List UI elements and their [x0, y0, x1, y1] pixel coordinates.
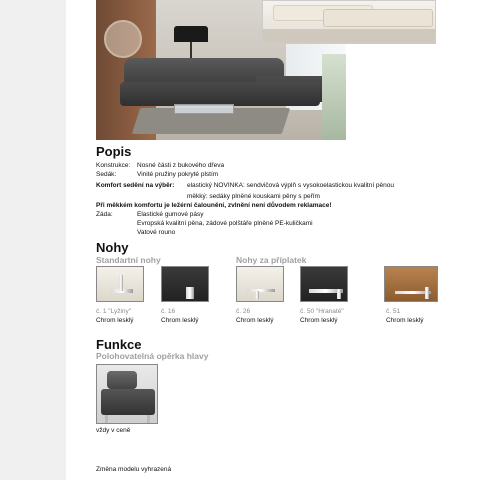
leg-finish-1: Chrom lesklý — [96, 317, 134, 324]
footer-note: Změna modelu vyhrazená — [96, 466, 172, 473]
zada-line-2: Evropská kvalitní pěna, zádové polštáře plněné PE-kuličkami — [137, 220, 313, 227]
nohy-heading: Nohy — [96, 240, 129, 255]
funkce-heading: Funkce — [96, 337, 142, 352]
leg-finish-50: Chrom lesklý — [300, 317, 338, 324]
leg-code-51: č. 51 — [386, 308, 401, 315]
komfort-line-1: elastický NOVINKA: sendvičová výplň s vysokoelastickou kvalitní pěnou — [187, 182, 395, 189]
komfort-line-2: měkký: sedáky plněné kouskami pěny s peřím — [187, 193, 320, 200]
leg-thumb-1 — [96, 266, 144, 302]
sedak-value: Vinité pružiny pokryté plstím — [137, 171, 219, 178]
zada-label: Záda: — [96, 211, 113, 218]
komfort-label: Komfort sedění na výběr: — [96, 182, 175, 189]
headrest-included-note: vždy v ceně — [96, 427, 131, 434]
leg-code-26: č. 26 — [236, 308, 251, 315]
konstrukce-value: Nosné části z bukového dřeva — [137, 162, 225, 169]
zada-line-1: Elastické gumové pásy — [137, 211, 204, 218]
leg-code-16: č. 16 — [161, 308, 176, 315]
sedak-label: Sedák: — [96, 171, 117, 178]
leg-finish-16: Chrom lesklý — [161, 317, 199, 324]
leg-thumb-26 — [236, 266, 284, 302]
leg-code-50: č. 50 "Hranaté" — [300, 308, 344, 315]
inset-sofa-photo — [262, 0, 436, 44]
standard-legs-heading: Standartní nohy — [96, 255, 161, 265]
leg-thumb-51 — [384, 266, 438, 302]
leg-finish-51: Chrom lesklý — [386, 317, 424, 324]
headrest-subtitle: Polohovatelná opěrka hlavy — [96, 351, 209, 361]
extra-legs-heading: Nohy za příplatek — [236, 255, 307, 265]
leg-code-1: č. 1 "Lyžiny" — [96, 308, 132, 315]
leg-finish-26: Chrom lesklý — [236, 317, 274, 324]
popis-heading: Popis — [96, 144, 132, 159]
leg-thumb-16 — [161, 266, 209, 302]
headrest-photo — [96, 364, 158, 424]
leg-thumb-50 — [300, 266, 348, 302]
vase-decoration — [322, 54, 346, 140]
zada-line-3: Vatové rouno — [137, 229, 176, 236]
soft-comfort-warning: Při měkkém komfortu je ležérní čalounění, zvlnění není důvodem reklamace! — [96, 202, 332, 209]
konstrukce-label: Konstrukce: — [96, 162, 131, 169]
